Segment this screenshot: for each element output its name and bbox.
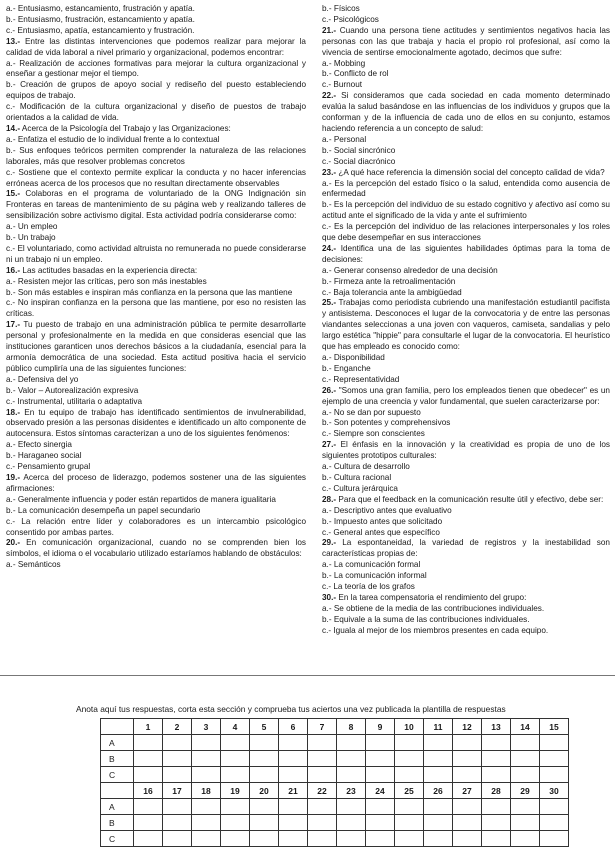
answer-option: c.- General antes que específico — [322, 527, 440, 537]
answer-option: a.- La comunicación formal — [322, 560, 421, 570]
answer-cell[interactable] — [134, 815, 163, 831]
answer-option: b.- Valor – Autorealización expresiva — [6, 385, 139, 395]
answer-cell[interactable] — [250, 751, 279, 767]
answer-option: a.- Cultura de desarrollo — [322, 462, 410, 472]
answer-option: b.- Entusiasmo, frustración, estancamiento y apatía. — [6, 14, 195, 24]
answer-cell[interactable] — [279, 815, 308, 831]
answer-cell[interactable] — [366, 735, 395, 751]
question-number: 28.- — [322, 494, 337, 504]
answer-cell[interactable] — [163, 767, 192, 783]
option-row-label: B — [101, 751, 134, 767]
answer-cell[interactable] — [482, 799, 511, 815]
answer-cell[interactable] — [540, 831, 569, 847]
answer-cell[interactable] — [511, 751, 540, 767]
question-number-cell: 26 — [424, 783, 453, 799]
question-text: 18.- En tu equipo de trabajo has identificado sentimientos de invulnerabilidad, observado presión a las personas disidentes e identificado un alto componente de autocensura. Estos síntomas caracterizan a uno de los siguientes fenómenos: — [6, 407, 306, 439]
answer-option: b.- La comunicación desempeña un papel secundario — [6, 505, 201, 515]
question-text: 14.- Acerca de la Psicología del Trabajo y las Organizaciones: — [6, 123, 231, 133]
answer-option: a.- Personal — [322, 134, 367, 144]
answer-option: a.- Se obtiene de la media de las contribuciones individuales. — [322, 603, 545, 613]
answer-cell[interactable] — [134, 751, 163, 767]
question-number-cell: 20 — [250, 783, 279, 799]
answer-option: b.- Son potentes y comprehensivos — [322, 418, 451, 428]
question-text: 22.- Si consideramos que cada sociedad en cada momento determinado evalúa la salud basándose en las influencias de los individuos y grupos que la conforman y de la influencia de cada uno de ellos en su conjunto, estamos haciendo referencia a un concepto de salud: — [322, 91, 610, 133]
answer-cell[interactable] — [366, 831, 395, 847]
answer-option: a.- Efecto sinergia — [6, 440, 72, 450]
answer-cell[interactable] — [221, 815, 250, 831]
answer-option: b.- Conflicto de rol — [322, 69, 389, 79]
question-number: 30.- — [322, 592, 337, 602]
answer-option: c.- Iguala al mejor de los miembros presentes en cada equipo. — [322, 625, 549, 635]
question-number-cell: 5 — [250, 719, 279, 735]
question-text: 20.- En comunicación organizacional, cuando no se comprenden bien los símbolos, el idioma o el vocabulario utilizado estaríamos hablando de obstáculos: — [6, 538, 306, 559]
answer-option: a.- Entusiasmo, estancamiento, frustración y apatía. — [6, 4, 195, 13]
answer-option: a.- Generar consenso alrededor de una decisión — [322, 265, 498, 275]
answer-cell[interactable] — [395, 799, 424, 815]
answer-cell[interactable] — [424, 735, 453, 751]
question-number-cell: 14 — [511, 719, 540, 735]
answer-option: c.- Pensamiento grupal — [6, 462, 91, 472]
question-number-cell: 3 — [192, 719, 221, 735]
answer-option: b.- Impuesto antes que solicitado — [322, 516, 443, 526]
question-number-cell: 9 — [366, 719, 395, 735]
answer-cell[interactable] — [250, 735, 279, 751]
answer-option: c.- Burnout — [322, 80, 363, 90]
answer-option: b.- Es la percepción del individuo de su estado cognitivo y afectivo así como su actitud ante el significado de la vida y ante el sufrimiento — [322, 200, 610, 221]
answer-option: a.- Enfatiza el estudio de lo individual frente a lo contextual — [6, 134, 220, 144]
answer-option: a.- Defensiva del yo — [6, 374, 79, 384]
answer-cell[interactable] — [395, 735, 424, 751]
answer-option: c.- Sostiene que el contexto permite explicar la conducta y no hacer inferencias erróneas acerca de los procesos que no resultan directamente observables — [6, 167, 306, 188]
question-number: 14.- — [6, 123, 21, 133]
answer-option: c.- Es la percepción del individuo de las relaciones interpersonales y los roles que debe desempeñar en sus interacciones — [322, 222, 610, 243]
answer-cell[interactable] — [482, 815, 511, 831]
question-number: 17.- — [6, 320, 21, 330]
answer-option: b.- Son más estables e inspiran más confianza en la persona que las mantiene — [6, 287, 293, 297]
answer-cell[interactable] — [163, 799, 192, 815]
answer-option: b.- Social sincrónico — [322, 145, 396, 155]
answer-cell[interactable] — [134, 767, 163, 783]
question-text: 19.- Acerca del proceso de liderazgo, podemos sostener una de las siguientes afirmaciones: — [6, 472, 306, 493]
answer-cell[interactable] — [453, 735, 482, 751]
question-number-cell: 24 — [366, 783, 395, 799]
answer-option: a.- Mobbing — [322, 58, 366, 68]
question-number-cell: 11 — [424, 719, 453, 735]
answer-cell[interactable] — [540, 815, 569, 831]
question-number: 19.- — [6, 472, 21, 482]
answer-cell[interactable] — [221, 751, 250, 767]
answer-option: b.- Sus enfoques teóricos permiten comprender la naturaleza de las relaciones laborales, más que resolver problemas concretos — [6, 145, 306, 166]
answer-cell[interactable] — [134, 799, 163, 815]
answer-cell[interactable] — [424, 815, 453, 831]
question-number-cell: 17 — [163, 783, 192, 799]
answer-option: b.- Creación de grupos de apoyo social y rediseño del puesto estableciendo equipos de trabajo. — [6, 80, 306, 101]
answer-cell[interactable] — [134, 735, 163, 751]
answer-option: c.- Cultura jerárquica — [322, 483, 398, 493]
question-number: 24.- — [322, 243, 337, 253]
answer-cell[interactable] — [250, 799, 279, 815]
option-row-label: C — [101, 767, 134, 783]
answer-option: c.- Siempre son conscientes — [322, 429, 425, 439]
question-number: 18.- — [6, 407, 21, 417]
question-number-cell: 19 — [221, 783, 250, 799]
answer-cell[interactable] — [424, 831, 453, 847]
answer-cell[interactable] — [163, 751, 192, 767]
answer-cell[interactable] — [337, 831, 366, 847]
answer-cell[interactable] — [395, 815, 424, 831]
answer-cell[interactable] — [482, 767, 511, 783]
question-text: 13.- Entre las distintas intervenciones que podemos realizar para mejorar la calidad de vida laboral a nivel primario y organizacional, podemos encontrar: — [6, 36, 306, 57]
question-text: 15.- Colaboras en el programa de voluntariado de la ONG Indignación sin Fronteras en tareas de mantenimiento de su página web y realizando talleres de sensibilización sobre activismo digital. Esta actividad podría considerarse como: — [6, 189, 306, 221]
answer-cell[interactable] — [221, 767, 250, 783]
question-text: 27.- El énfasis en la innovación y la creatividad es propia de uno de los siguientes prototipos culturales: — [322, 440, 610, 461]
question-text: 29.- La espontaneidad, la variedad de registros y la inestabilidad son características propias de: — [322, 538, 610, 559]
question-number-cell: 21 — [279, 783, 308, 799]
left-column — [6, 4, 306, 571]
answer-cell[interactable] — [482, 751, 511, 767]
answer-cell[interactable] — [540, 799, 569, 815]
answer-cell[interactable] — [279, 767, 308, 783]
question-number: 15.- — [6, 189, 21, 199]
answer-option: c.- Entusiasmo, apatía, estancamiento y frustración. — [6, 25, 195, 35]
answer-cell[interactable] — [279, 831, 308, 847]
question-number-cell: 10 — [395, 719, 424, 735]
answer-cell[interactable] — [192, 831, 221, 847]
option-row-label: A — [101, 735, 134, 751]
answer-option: c.- El voluntariado, como actividad altruista no remunerada no puede considerarse ni un trabajo ni un empleo. — [6, 243, 306, 264]
question-number: 29.- — [322, 538, 337, 548]
question-number: 27.- — [322, 440, 337, 450]
answer-cell[interactable] — [192, 799, 221, 815]
right-column — [322, 4, 610, 637]
answer-cell[interactable] — [279, 799, 308, 815]
answer-cell[interactable] — [192, 767, 221, 783]
answer-cell[interactable] — [308, 815, 337, 831]
answer-cell[interactable] — [308, 831, 337, 847]
question-number-cell: 23 — [337, 783, 366, 799]
answer-option: c.- Baja tolerancia ante la ambigüedad — [322, 287, 462, 297]
question-text: 17.- Tu puesto de trabajo en una administración pública te permite desarrollarte personal y profesionalmente en la medida en que consideras esencial que las instituciones garanticen unos derechos básicos a la ciudadanía, esencial para la armonía democrática de una sociedad. Esta actitud positiva hacia el servicio público cumpliría una de las siguientes funciones: — [6, 320, 306, 373]
question-number: 26.- — [322, 385, 337, 395]
answer-option: b.- Firmeza ante la retroalimentación — [322, 276, 456, 286]
answer-cell[interactable] — [482, 831, 511, 847]
question-number: 20.- — [6, 538, 21, 548]
question-number-cell: 30 — [540, 783, 569, 799]
question-number-cell: 15 — [540, 719, 569, 735]
answer-option: b.- Haraganeo social — [6, 451, 82, 461]
answer-cell[interactable] — [279, 751, 308, 767]
question-number-cell: 25 — [395, 783, 424, 799]
question-text: 26.- "Somos una gran familia, pero los empleados tienen que obedecer" es un ejemplo de una creencia y valor fundamental, que suelen caracterizarse por: — [322, 385, 610, 406]
answer-cell[interactable] — [308, 751, 337, 767]
answer-cell[interactable] — [337, 735, 366, 751]
question-number-cell: 28 — [482, 783, 511, 799]
question-number-cell: 18 — [192, 783, 221, 799]
answer-cell[interactable] — [366, 815, 395, 831]
answer-cell[interactable] — [134, 831, 163, 847]
question-number-cell: 8 — [337, 719, 366, 735]
answer-cell[interactable] — [337, 751, 366, 767]
question-number: 23.- — [322, 167, 337, 177]
answer-option: c.- Modificación de la cultura organizacional y diseño de puestos de trabajo orientados a la calidad de vida. — [6, 102, 306, 123]
answer-option: a.- Semánticos — [6, 560, 61, 570]
answer-grid — [100, 718, 569, 847]
question-number-cell: 22 — [308, 783, 337, 799]
answer-cell[interactable] — [453, 815, 482, 831]
answer-cell[interactable] — [453, 799, 482, 815]
answer-cell[interactable] — [540, 751, 569, 767]
question-number-cell: 16 — [134, 783, 163, 799]
answer-cell[interactable] — [337, 767, 366, 783]
answer-cell[interactable] — [337, 815, 366, 831]
answer-option: b.- Enganche — [322, 363, 371, 373]
option-row-label: C — [101, 831, 134, 847]
answer-cell[interactable] — [453, 831, 482, 847]
answer-cell[interactable] — [163, 735, 192, 751]
question-number-cell: 13 — [482, 719, 511, 735]
answer-option: c.- Representatividad — [322, 374, 400, 384]
answer-cell[interactable] — [221, 799, 250, 815]
answer-option: c.- La teoría de los grafos — [322, 582, 415, 592]
answer-option: a.- Realización de acciones formativas para mejorar la cultura organizacional y enseñar a gestionar mejor el tiempo. — [6, 58, 306, 79]
answer-cell[interactable] — [540, 735, 569, 751]
answer-cell[interactable] — [250, 767, 279, 783]
question-number: 13.- — [6, 36, 21, 46]
answer-option: b.- Un trabajo — [6, 233, 56, 243]
answer-cell[interactable] — [192, 735, 221, 751]
answer-cell[interactable] — [163, 815, 192, 831]
answer-cell[interactable] — [192, 751, 221, 767]
answer-option: c.- La relación entre líder y colaboradores es un intercambio psicológico consentido por ambas partes. — [6, 516, 306, 537]
question-text: 21.- Cuando una persona tiene actitudes y sentimientos negativos hacia las personas con las que trabaja y hacia el propio rol profesional, así como la vivencia de sentirse emocionalmente agotado, decimos que sufre: — [322, 25, 610, 57]
answer-option: b.- Cultura racional — [322, 472, 392, 482]
cut-line — [0, 675, 615, 676]
answer-cell[interactable] — [540, 767, 569, 783]
question-text: 16.- Las actitudes basadas en la experiencia directa: — [6, 265, 198, 275]
question-text: 25.- Trabajas como periodista cubriendo una manifestación estudiantil pacifista y antisistema. Desconoces el lugar de la convocatoria y de entre las personas viandantes seleccionas a una joven con vaqueros, camiseta, sandalias y pelo largo estética "hippie" para consultarle el lugar de la convocatoria. El heurístico que has empleado es conocido como: — [322, 298, 610, 352]
answer-cell[interactable] — [511, 831, 540, 847]
answer-option: c.- Social diacrónico — [322, 156, 396, 166]
answer-cell[interactable] — [395, 767, 424, 783]
answer-cell[interactable] — [250, 815, 279, 831]
answer-cell[interactable] — [424, 751, 453, 767]
answer-cell[interactable] — [424, 767, 453, 783]
answer-cell[interactable] — [221, 831, 250, 847]
question-number: 25.- — [322, 298, 337, 308]
answer-cell[interactable] — [395, 751, 424, 767]
answer-cell[interactable] — [453, 767, 482, 783]
answer-option: a.- Descriptivo antes que evaluativo — [322, 505, 452, 515]
answer-cell[interactable] — [366, 767, 395, 783]
answer-option: a.- Resisten mejor las críticas, pero son más inestables — [6, 276, 207, 286]
question-number-cell: 1 — [134, 719, 163, 735]
answer-cell[interactable] — [163, 831, 192, 847]
answer-option: a.- Disponibilidad — [322, 353, 385, 362]
answer-cell[interactable] — [308, 799, 337, 815]
answer-cell[interactable] — [337, 799, 366, 815]
answer-cell[interactable] — [366, 799, 395, 815]
question-number: 22.- — [322, 91, 337, 101]
answer-cell[interactable] — [395, 831, 424, 847]
grid-corner — [101, 719, 134, 735]
answer-sheet-title: Anota aquí tus respuestas, corta esta sección y comprueba tus aciertos una vez publicada la plantilla de respuestas — [76, 704, 506, 714]
answer-cell[interactable] — [511, 767, 540, 783]
answer-cell[interactable] — [511, 735, 540, 751]
question-number: 16.- — [6, 265, 21, 275]
question-number-cell: 29 — [511, 783, 540, 799]
answer-cell[interactable] — [250, 831, 279, 847]
answer-cell[interactable] — [453, 751, 482, 767]
answer-cell[interactable] — [482, 735, 511, 751]
answer-option: a.- Es la percepción del estado físico o la salud, entendida como ausencia de enfermedad — [322, 178, 610, 199]
grid-corner — [101, 783, 134, 799]
answer-option: c.- Psicológicos — [322, 14, 379, 24]
answer-cell[interactable] — [308, 735, 337, 751]
answer-option: c.- Instrumental, utilitaria o adaptativa — [6, 396, 143, 406]
answer-cell[interactable] — [424, 799, 453, 815]
answer-cell[interactable] — [366, 751, 395, 767]
answer-option: b.- Físicos — [322, 4, 360, 13]
question-text: 30.- En la tarea compensatoria el rendimiento del grupo: — [322, 592, 527, 602]
question-text: 23.- ¿A qué hace referencia la dimensión social del concepto calidad de vida? — [322, 167, 605, 177]
answer-option: a.- No se dan por supuesto — [322, 407, 421, 417]
answer-option: a.- Generalmente influencia y poder están repartidos de manera igualitaria — [6, 494, 276, 504]
answer-cell[interactable] — [279, 735, 308, 751]
question-number-cell: 4 — [221, 719, 250, 735]
question-number-cell: 12 — [453, 719, 482, 735]
question-text: 24.- Identifica una de las siguientes habilidades óptimas para la toma de decisiones: — [322, 243, 610, 264]
answer-cell[interactable] — [308, 767, 337, 783]
option-row-label: A — [101, 799, 134, 815]
question-number: 21.- — [322, 25, 337, 35]
question-number-cell: 2 — [163, 719, 192, 735]
question-number-cell: 7 — [308, 719, 337, 735]
answer-cell[interactable] — [221, 735, 250, 751]
answer-option: c.- No inspiran confianza en la persona que las mantiene, por eso no resisten las críticas. — [6, 298, 306, 319]
answer-option: a.- Un empleo — [6, 222, 58, 232]
answer-option: b.- La comunicación informal — [322, 571, 427, 581]
answer-cell[interactable] — [192, 815, 221, 831]
answer-cell[interactable] — [511, 815, 540, 831]
question-number-cell: 27 — [453, 783, 482, 799]
question-text: 28.- Para que el feedback en la comunicación resulte útil y efectivo, debe ser: — [322, 494, 604, 504]
question-number-cell: 6 — [279, 719, 308, 735]
option-row-label: B — [101, 815, 134, 831]
answer-cell[interactable] — [511, 799, 540, 815]
answer-option: b.- Equivale a la suma de las contribuciones individuales. — [322, 614, 530, 624]
